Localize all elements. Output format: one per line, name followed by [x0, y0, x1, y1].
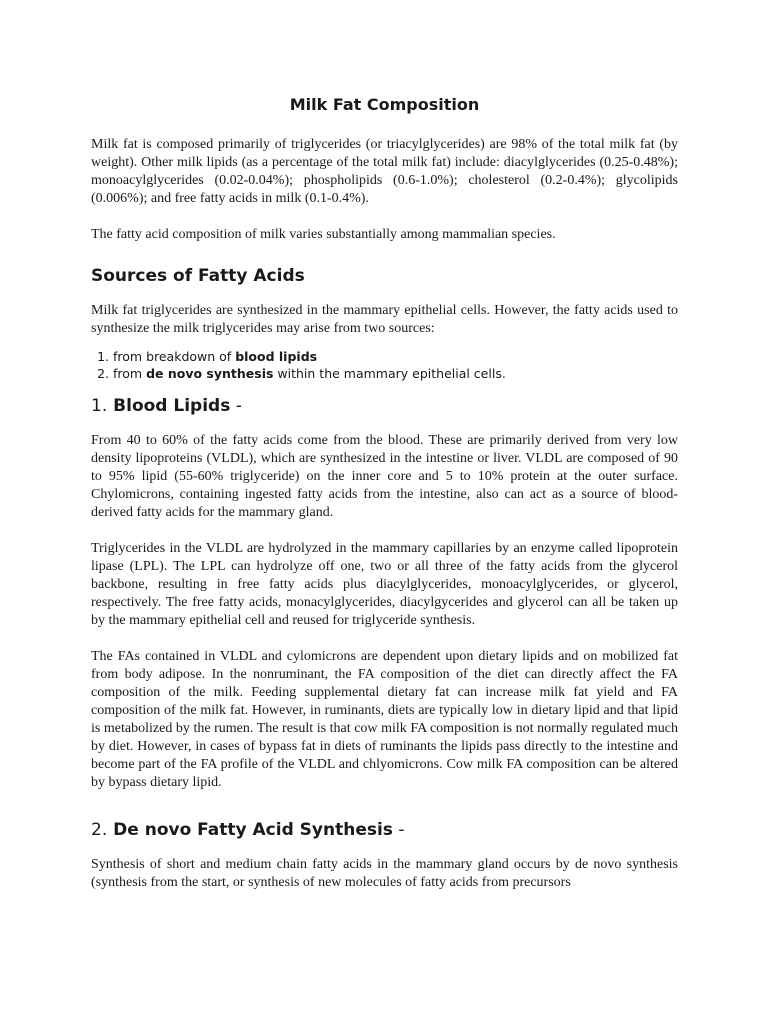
section-heading-blood-lipids — [91, 396, 678, 416]
list-item-bold: blood lipids — [235, 349, 318, 364]
sources-list — [91, 348, 678, 382]
document-content — [91, 96, 678, 892]
list-item — [91, 348, 678, 365]
section-title: De novo Fatty Acid Synthesis — [113, 820, 393, 840]
section-suffix: - — [230, 396, 242, 416]
section-title: Blood Lipids — [113, 396, 231, 416]
de-novo-paragraph-1: Synthesis of short and medium chain fatty acids in the mammary gland occurs by de novo synthesis (synthesis from the start, or synthesis of new molecules of fatty acids from precursors — [91, 857, 678, 890]
list-item-text-after: within the mammary epithelial cells. — [273, 366, 506, 381]
list-marker: 2. — [97, 366, 109, 381]
list-item-text: from breakdown of — [113, 349, 236, 364]
list-item-bold: de novo synthesis — [146, 366, 274, 381]
blood-lipids-paragraph-3: The FAs contained in VLDL and cylomicrons are dependent upon dietary lipids and on mobilized fat from body adipose. In the nonruminant, the FA composition of the diet can directly affect the FA composition of the milk. Feeding supplemental dietary fat can increase milk fat yield and FA composition of the milk fat. However, in ruminants, diets are typically low in dietary lipid and that lipid is metabolized by the rumen. The result is that cow milk FA composition is not normally regulated much by diet. However, in cases of bypass fat in diets of ruminants the lipids pass directly to the intestine and become part of the FA profile of the VLDL and chlyomicrons. Cow milk FA composition can be altered by bypass dietary lipid. — [91, 649, 678, 790]
page-title: Milk Fat Composition — [289, 95, 480, 114]
section-heading-sources: Sources of Fatty Acids — [91, 266, 305, 286]
blood-lipids-paragraph-2: Triglycerides in the VLDL are hydrolyzed in the mammary capillaries by an enzyme called lipoprotein lipase (LPL). The LPL can hydrolyze off one, two or all three of the fatty acids from the glycerol backbone, resulting in free fatty acids plus diacylglycerides, monoacylglycerides, or glycerol, respectively. The free fatty acids, monacylglycerides, diacylgycerides and glycerol can all be taken up by the mammary epithelial cell and reused for triglyceride synthesis. — [91, 541, 678, 628]
list-marker: 1. — [97, 349, 109, 364]
section-suffix: - — [392, 820, 405, 840]
intro-paragraph-2: The fatty acid composition of milk varies substantially among mammalian species. — [91, 227, 556, 242]
list-item-text: from — [113, 366, 147, 381]
section-heading-de-novo — [91, 820, 678, 840]
sources-paragraph-1: Milk fat triglycerides are synthesized in the mammary epithelial cells. However, the fatty acids used to synthesize the milk triglycerides may arise from two sources: — [91, 303, 678, 336]
list-item — [91, 365, 678, 382]
section-number: 1. — [91, 396, 108, 416]
section-number: 2. — [91, 820, 108, 840]
intro-paragraph-1: Milk fat is composed primarily of triglycerides (or triacylglycerides) are 98% of the total milk fat (by weight). Other milk lipids (as a percentage of the total milk fat) include: diacylglycerides (0.25-0.48%); monoacylglycerides (0.02-0.04%); phospholipids (0.6-1.0%); cholesterol (0.2-0.4%); glycolipids (0.006%); and free fatty acids in milk (0.1-0.4%). — [91, 137, 678, 206]
blood-lipids-paragraph-1: From 40 to 60% of the fatty acids come from the blood. These are primarily derived from very low density lipoproteins (VLDL), which are synthesized in the intestine or liver. VLDL are composed of 90 to 95% lipid (55-60% triglyceride) on the inner core and 5 to 10% protein at the outer surface. Chylomicrons, containing ingested fatty acids from the intestine, also can act as a source of blood-derived fatty acids for the mammary gland. — [91, 433, 678, 520]
